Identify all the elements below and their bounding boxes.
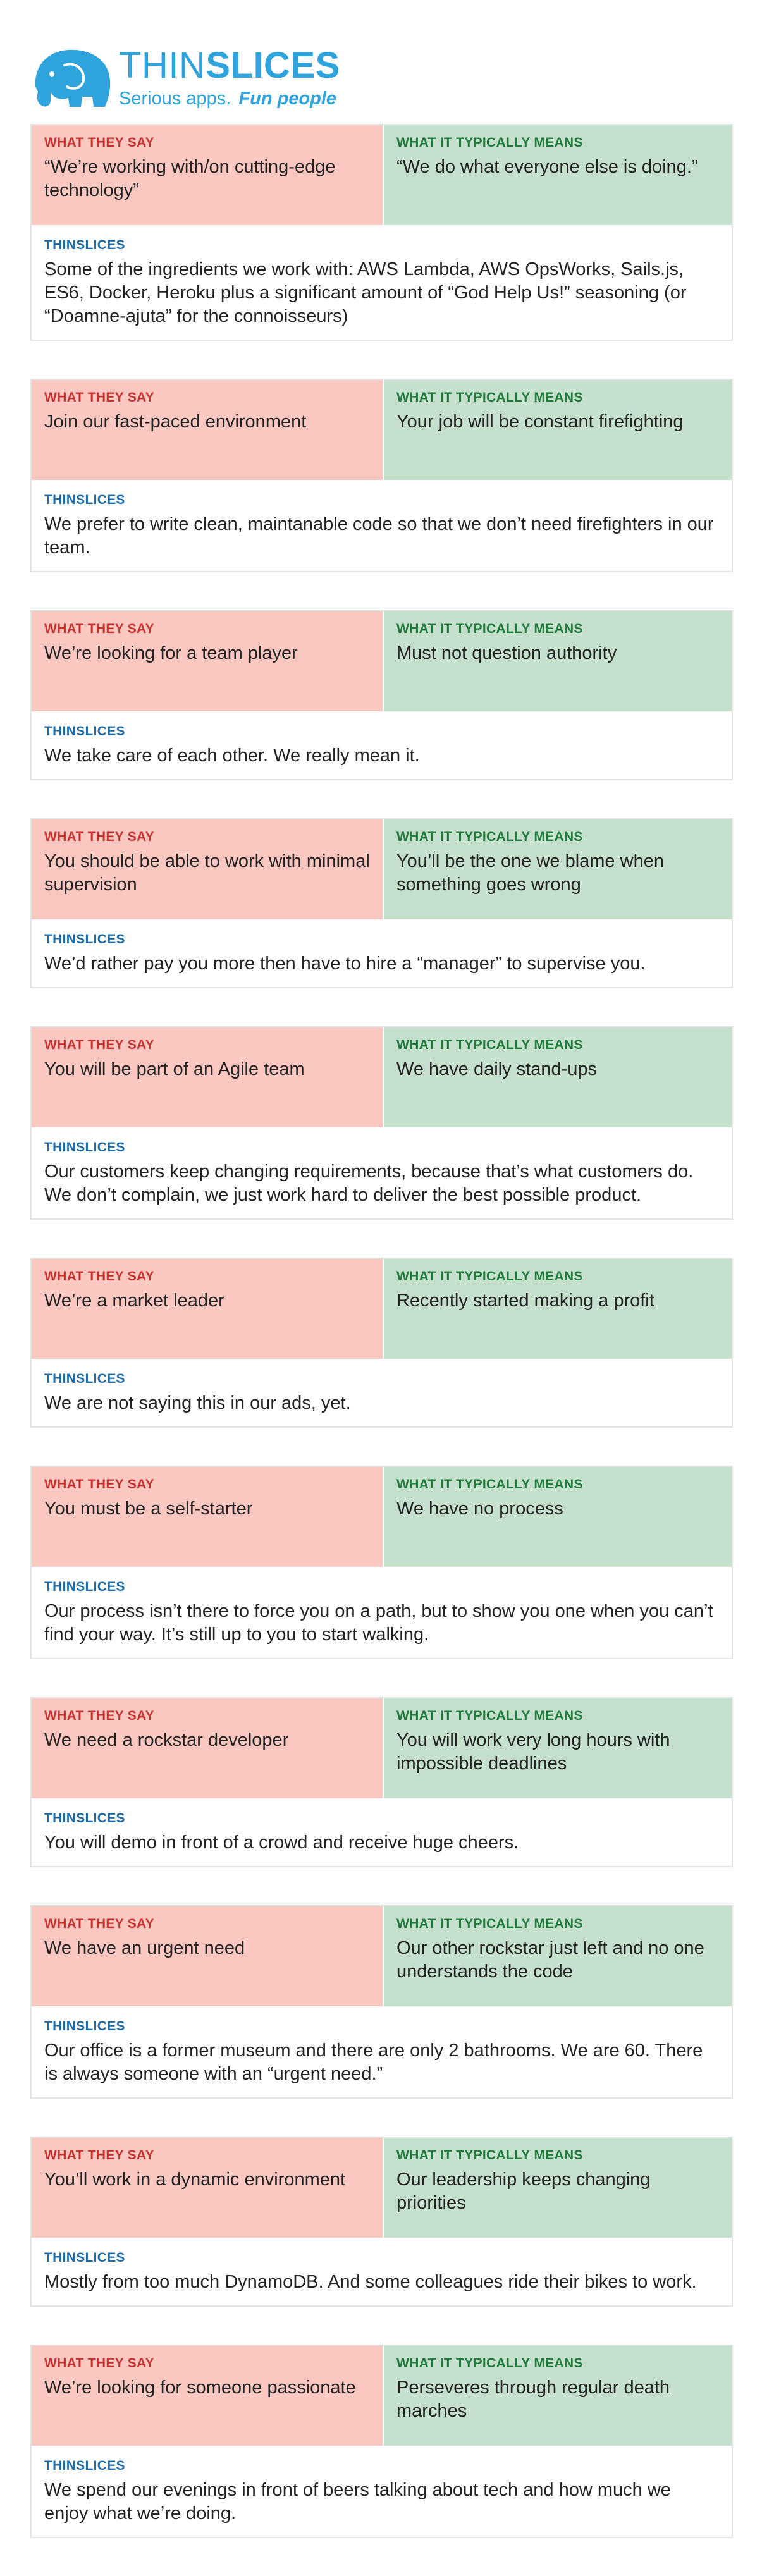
what-it-means-text: Recently started making a profit [396, 1291, 654, 1311]
what-they-say-label: WHAT THEY SAY [44, 1708, 154, 1723]
what-it-means-label: WHAT IT TYPICALLY MEANS [396, 2148, 583, 2162]
what-it-means-text: Our other rockstar just left and no one understands the code [396, 1938, 704, 1982]
what-they-say-label: WHAT THEY SAY [44, 1477, 154, 1492]
comparison-card [30, 1026, 733, 1220]
thinslices-label: THINSLICES [44, 1579, 125, 1594]
what-it-means-text: We have no process [396, 1499, 563, 1519]
card-top-row [32, 1467, 732, 1567]
what-they-say-text: You must be a self-starter [44, 1499, 253, 1519]
what-it-means-label: WHAT IT TYPICALLY MEANS [396, 2356, 583, 2371]
comparison-card [30, 2345, 733, 2538]
thinslices-panel [32, 2238, 732, 2305]
elephant-logo-icon [30, 44, 118, 112]
thinslices-text: Some of the ingredients we work with: AWS Lambda, AWS OpsWorks, Sails.js, ES6, Docker, Heroku plus a significant amount of “God Help Us!” seasoning (or “Doamne-ajuta” for the connoisseurs) [44, 259, 687, 326]
what-it-means-label: WHAT IT TYPICALLY MEANS [396, 1917, 583, 1931]
what-they-say-text: You should be able to work with minimal supervision [44, 851, 370, 895]
what-it-means-panel [383, 2346, 732, 2446]
thinslices-panel [32, 711, 732, 779]
what-it-means-label: WHAT IT TYPICALLY MEANS [396, 1038, 583, 1052]
thinslices-panel [32, 919, 732, 987]
thinslices-text: We prefer to write clean, maintanable code so that we don’t need firefighters in our team. [44, 514, 714, 558]
tagline-main: Serious apps. [119, 89, 231, 109]
what-they-say-text: We’re a market leader [44, 1291, 224, 1311]
thinslices-label: THINSLICES [44, 493, 125, 507]
brand-name-slices: SLICES [206, 45, 340, 86]
card-top-row [32, 611, 732, 711]
what-they-say-text: You’ll work in a dynamic environment [44, 2169, 346, 2190]
what-they-say-panel [32, 2346, 383, 2446]
what-it-means-label: WHAT IT TYPICALLY MEANS [396, 1708, 583, 1723]
thinslices-label: THINSLICES [44, 2250, 125, 2265]
what-they-say-label: WHAT THEY SAY [44, 1917, 154, 1931]
what-it-means-text: You will work very long hours with impossible deadlines [396, 1730, 670, 1774]
comparison-card [30, 1466, 733, 1659]
tagline-accent: Fun people [238, 89, 337, 109]
what-it-means-panel [383, 819, 732, 919]
what-it-means-panel [383, 611, 732, 711]
thinslices-label: THINSLICES [44, 238, 125, 252]
card-top-row [32, 1698, 732, 1798]
thinslices-panel [32, 480, 732, 571]
what-they-say-label: WHAT THEY SAY [44, 622, 154, 636]
comparison-card [30, 818, 733, 988]
what-they-say-label: WHAT THEY SAY [44, 2356, 154, 2371]
what-they-say-panel [32, 1467, 383, 1567]
what-it-means-panel [383, 1906, 732, 2006]
what-they-say-text: We need a rockstar developer [44, 1730, 289, 1750]
what-they-say-panel [32, 1906, 383, 2006]
logo-text [119, 47, 340, 109]
thinslices-panel [32, 1127, 732, 1218]
thinslices-text: You will demo in front of a crowd and receive huge cheers. [44, 1832, 519, 1853]
what-they-say-panel [32, 2138, 383, 2238]
comparison-card [30, 1905, 733, 2099]
what-it-means-text: Must not question authority [396, 643, 617, 663]
what-they-say-text: “We’re working with/on cutting-edge technology” [44, 157, 336, 200]
brand-name [119, 47, 340, 85]
thinslices-text: Our customers keep changing requirements, because that’s what customers do. We don’t complain, we just work hard to deliver the best possible product. [44, 1162, 694, 1205]
what-it-means-text: “We do what everyone else is doing.” [396, 157, 698, 177]
thinslices-panel [32, 1567, 732, 1658]
tagline [119, 89, 340, 109]
card-top-row [32, 2138, 732, 2238]
what-it-means-label: WHAT IT TYPICALLY MEANS [396, 135, 583, 150]
card-top-row [32, 1906, 732, 2006]
what-they-say-label: WHAT THEY SAY [44, 1038, 154, 1052]
what-it-means-panel [383, 1027, 732, 1127]
what-it-means-label: WHAT IT TYPICALLY MEANS [396, 830, 583, 844]
what-it-means-text: You’ll be the one we blame when something goes wrong [396, 851, 664, 895]
what-it-means-label: WHAT IT TYPICALLY MEANS [396, 1269, 583, 1284]
what-it-means-panel [383, 1259, 732, 1359]
thinslices-label: THINSLICES [44, 724, 125, 739]
comparison-card [30, 124, 733, 341]
thinslices-label: THINSLICES [44, 2019, 125, 2033]
card-top-row [32, 1259, 732, 1359]
thinslices-text: Our office is a former museum and there are only 2 bathrooms. We are 60. There is always someone with an “urgent need.” [44, 2040, 703, 2084]
what-they-say-panel [32, 1698, 383, 1798]
what-it-means-label: WHAT IT TYPICALLY MEANS [396, 1477, 583, 1492]
what-it-means-panel [383, 125, 732, 225]
thinslices-panel [32, 2446, 732, 2537]
what-they-say-text: Join our fast-paced environment [44, 412, 307, 432]
what-it-means-text: Your job will be constant firefighting [396, 412, 684, 432]
what-they-say-label: WHAT THEY SAY [44, 830, 154, 844]
card-top-row [32, 2346, 732, 2446]
what-they-say-panel [32, 1259, 383, 1359]
what-they-say-text: We have an urgent need [44, 1938, 245, 1958]
thinslices-label: THINSLICES [44, 2458, 125, 2473]
brand-name-thin: THIN [119, 45, 206, 86]
header [30, 43, 340, 113]
thinslices-panel [32, 225, 732, 340]
comparison-cards [30, 124, 733, 2576]
what-it-means-text: Perseveres through regular death marches [396, 2377, 670, 2421]
thinslices-text: We take care of each other. We really mean it. [44, 745, 420, 766]
what-they-say-label: WHAT THEY SAY [44, 390, 154, 405]
what-they-say-panel [32, 819, 383, 919]
comparison-card [30, 1697, 733, 1867]
what-it-means-panel [383, 1698, 732, 1798]
thinslices-text: Mostly from too much DynamoDB. And some colleagues ride their bikes to work. [44, 2272, 697, 2292]
what-they-say-panel [32, 1027, 383, 1127]
thinslices-text: We are not saying this in our ads, yet. [44, 1393, 351, 1413]
thinslices-label: THINSLICES [44, 932, 125, 947]
what-it-means-label: WHAT IT TYPICALLY MEANS [396, 390, 583, 405]
comparison-card [30, 2137, 733, 2307]
what-they-say-text: You will be part of an Agile team [44, 1059, 305, 1079]
thinslices-label: THINSLICES [44, 1140, 125, 1155]
what-it-means-panel [383, 380, 732, 480]
card-top-row [32, 1027, 732, 1127]
card-top-row [32, 819, 732, 919]
card-top-row [32, 380, 732, 480]
what-they-say-text: We’re looking for a team player [44, 643, 298, 663]
what-it-means-text: We have daily stand-ups [396, 1059, 598, 1079]
what-it-means-panel [383, 1467, 732, 1567]
what-it-means-panel [383, 2138, 732, 2238]
comparison-card [30, 610, 733, 780]
what-they-say-text: We’re looking for someone passionate [44, 2377, 356, 2398]
what-they-say-label: WHAT THEY SAY [44, 2148, 154, 2162]
what-they-say-panel [32, 611, 383, 711]
what-it-means-label: WHAT IT TYPICALLY MEANS [396, 622, 583, 636]
what-they-say-label: WHAT THEY SAY [44, 1269, 154, 1284]
what-it-means-text: Our leadership keeps changing priorities [396, 2169, 651, 2213]
thinslices-panel [32, 1798, 732, 1866]
thinslices-text: We’d rather pay you more then have to hire a “manager” to supervise you. [44, 954, 646, 974]
thinslices-label: THINSLICES [44, 1371, 125, 1386]
comparison-card [30, 379, 733, 572]
what-they-say-panel [32, 125, 383, 225]
thinslices-panel [32, 2006, 732, 2097]
thinslices-text: Our process isn’t there to force you on a path, but to show you one when you can’t find your way. It’s still up to you to start walking. [44, 1601, 713, 1645]
thinslices-text: We spend our evenings in front of beers talking about tech and how much we enjoy what we’re doing. [44, 2480, 671, 2524]
what-they-say-label: WHAT THEY SAY [44, 135, 154, 150]
thinslices-label: THINSLICES [44, 1811, 125, 1825]
thinslices-panel [32, 1359, 732, 1426]
card-top-row [32, 125, 732, 225]
what-they-say-panel [32, 380, 383, 480]
comparison-card [30, 1258, 733, 1428]
